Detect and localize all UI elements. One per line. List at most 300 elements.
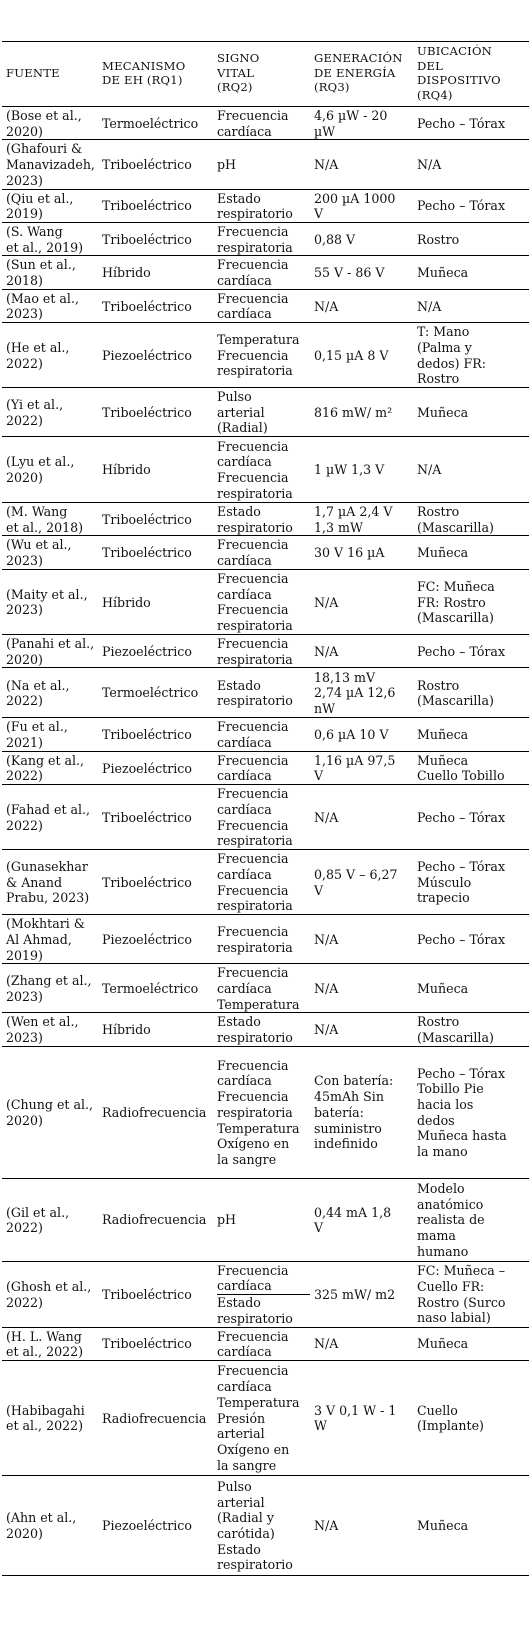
location-cell-line: Muñeca <box>417 980 469 996</box>
mechanism-cell: Piezoeléctrico <box>98 915 213 964</box>
source-cell-line: 2022) <box>6 412 43 428</box>
location-cell-line: hacia los <box>417 1097 474 1113</box>
table-row <box>2 289 529 322</box>
energy-cell <box>310 718 413 751</box>
energy-cell-line: 0,85 V – 6,27 <box>314 866 398 882</box>
energy-cell-line: nW <box>314 701 336 717</box>
location-cell-line: Tobillo Pie <box>417 1081 484 1097</box>
header-mechanism <box>98 42 213 107</box>
location-cell-line: Modelo <box>417 1180 465 1196</box>
table-row <box>2 1475 529 1575</box>
location-cell-line: la mano <box>417 1144 468 1160</box>
source-cell <box>2 668 98 718</box>
source-cell-line: Al Ahmad, <box>6 931 72 947</box>
energy-cell-line: N/A <box>314 594 339 610</box>
energy-cell-line: 816 mW/ m² <box>314 404 393 420</box>
mechanism-cell: Piezoeléctrico <box>98 323 213 388</box>
vital-sign-cell-line: Estado <box>217 677 261 693</box>
energy-cell <box>310 668 413 718</box>
source-cell <box>2 569 98 634</box>
mechanism-cell: Termoeléctrico <box>98 668 213 718</box>
vital-sign-cell-line: Estado <box>217 190 261 206</box>
header-line: MECANISMO <box>102 58 186 73</box>
energy-cell <box>310 634 413 667</box>
location-cell <box>413 1327 529 1360</box>
mechanism-cell: Triboeléctrico <box>98 289 213 322</box>
vital-sign-cell-line: cardíaca <box>217 980 272 996</box>
vital-sign-cell-line: Frecuencia <box>217 1328 289 1344</box>
location-cell-line: Rostro <box>417 504 460 520</box>
table-row <box>2 503 529 536</box>
location-cell-line: Muñeca hasta <box>417 1128 507 1144</box>
source-cell-line: (Ghafouri & <box>6 141 83 157</box>
energy-cell <box>310 1360 413 1475</box>
vital-sign-cell-line: respiratoria <box>217 239 293 255</box>
vital-sign-line: Estado <box>217 1295 261 1311</box>
source-cell-line: et al., 2018) <box>6 519 84 535</box>
mechanism-cell: Híbrido <box>98 569 213 634</box>
location-cell <box>413 751 529 784</box>
mechanism-cell: Híbrido <box>98 1013 213 1046</box>
energy-cell-line: µW <box>314 123 336 139</box>
mechanism-cell: Triboeléctrico <box>98 189 213 222</box>
source-cell-line: 2022) <box>6 817 43 833</box>
energy-cell <box>310 751 413 784</box>
vital-sign-cell-line: Frecuencia <box>217 1057 289 1073</box>
energy-cell-line: 1,3 mW <box>314 519 363 535</box>
source-cell-line: (Na et al., <box>6 677 70 693</box>
vital-sign-cell-line: Frecuencia <box>217 537 289 553</box>
energy-cell-line: 325 mW/ m2 <box>314 1286 396 1302</box>
vital-sign-cell-line: Frecuencia <box>217 817 289 833</box>
energy-cell <box>310 1327 413 1360</box>
vital-sign-cell-line: cardíaca <box>217 586 272 602</box>
energy-cell-line: 55 V - 86 V <box>314 265 385 281</box>
energy-cell-line: V <box>314 1220 324 1236</box>
location-cell-line: Rostro <box>417 677 460 693</box>
source-cell <box>2 1261 98 1327</box>
location-cell-line: (Mascarilla) <box>417 519 494 535</box>
vital-sign-cell-line: cardíaca <box>217 123 272 139</box>
location-cell-line: (Mascarilla) <box>417 610 494 626</box>
location-cell-line: Pecho – Tórax <box>417 859 506 875</box>
vital-sign-cell-line: Presión <box>217 1410 266 1426</box>
table-row <box>2 634 529 667</box>
mechanism-cell: Termoeléctrico <box>98 107 213 140</box>
energy-cell-line: N/A <box>314 809 339 825</box>
source-cell-line: 2021) <box>6 734 43 750</box>
source-cell <box>2 964 98 1013</box>
energy-cell-line: 0,6 µA 10 V <box>314 727 389 743</box>
energy-cell <box>310 289 413 322</box>
vital-sign-cell <box>213 1178 310 1261</box>
energy-cell <box>310 915 413 964</box>
header-line: GENERACIÓN <box>314 51 403 66</box>
location-cell-line: Cuello Tobillo <box>417 768 505 784</box>
vital-sign-cell-line: Frecuencia <box>217 602 289 618</box>
table-row <box>2 387 529 436</box>
table-row <box>2 1178 529 1261</box>
vital-sign-cell-line: Temperatura <box>217 996 300 1012</box>
vital-sign-cell-line: la sangre <box>217 1151 277 1167</box>
vital-sign-cell-line: respiratoria <box>217 833 293 849</box>
vital-sign-cell <box>213 569 310 634</box>
vital-sign-cell-line: cardíaca <box>217 273 272 289</box>
source-cell-line: 2023) <box>6 988 43 1004</box>
mechanism-cell: Triboeléctrico <box>98 503 213 536</box>
source-cell-line: (Fu et al., <box>6 719 68 735</box>
mechanism-cell: Triboeléctrico <box>98 1327 213 1360</box>
location-cell-line: Muñeca <box>417 752 469 768</box>
vital-sign-cell-line: respiratoria <box>217 898 293 914</box>
source-cell-line: (Ahn et al., <box>6 1510 77 1526</box>
vital-sign-cell <box>213 915 310 964</box>
source-cell-line: 2023) <box>6 553 43 569</box>
source-cell-line: Prabu, 2023) <box>6 890 90 906</box>
energy-cell-line: Con batería: <box>314 1073 394 1089</box>
table-row <box>2 536 529 569</box>
vital-sign-cell <box>213 751 310 784</box>
vital-sign-cell-line: Frecuencia <box>217 257 289 273</box>
energy-cell-line: 45mAh Sin <box>314 1089 384 1105</box>
energy-cell-line: N/A <box>314 298 339 314</box>
mechanism-cell: Triboeléctrico <box>98 536 213 569</box>
mechanism-cell: Triboeléctrico <box>98 1261 213 1327</box>
location-cell-line: (Mascarilla) <box>417 1030 494 1046</box>
table-row <box>2 1327 529 1360</box>
energy-cell <box>310 1178 413 1261</box>
location-cell <box>413 850 529 915</box>
location-cell-line: Rostro <box>417 1014 460 1030</box>
source-cell-line: (He et al., <box>6 339 70 355</box>
source-cell-line: (Maity et al., <box>6 586 88 602</box>
energy-cell-line: 0,44 mA 1,8 <box>314 1204 392 1220</box>
table-row <box>2 1261 529 1327</box>
vital-sign-cell-line: Frecuencia <box>217 347 289 363</box>
header-line: (RQ4) <box>417 87 453 102</box>
energy-cell-line: N/A <box>314 157 339 173</box>
vital-sign-cell-line: respiratorio <box>217 1557 293 1573</box>
energy-cell-line: N/A <box>314 1518 339 1534</box>
source-cell-line: (Gunasekhar <box>6 859 88 875</box>
table-row <box>2 569 529 634</box>
source-cell-line: (Ghosh et al., <box>6 1278 92 1294</box>
energy-cell-line: batería: <box>314 1104 364 1120</box>
mechanism-cell: Triboeléctrico <box>98 222 213 255</box>
location-cell <box>413 718 529 751</box>
mechanism-cell: Radiofrecuencia <box>98 1178 213 1261</box>
vital-sign-cell-line: Frecuencia <box>217 719 289 735</box>
table-row <box>2 1046 529 1178</box>
vital-sign-cell-line: respiratorio <box>217 206 293 222</box>
header-vital-sign <box>213 42 310 107</box>
vital-sign-cell-line: Frecuencia <box>217 786 289 802</box>
table-row <box>2 323 529 388</box>
source-cell-line: (Bose et al., <box>6 108 82 123</box>
vital-sign-cell <box>213 107 310 140</box>
vital-sign-cell-line: Pulso <box>217 388 252 404</box>
location-cell-line: Rostro (Surco <box>417 1294 506 1310</box>
energy-cell-line: N/A <box>314 1336 339 1352</box>
table-row <box>2 140 529 189</box>
location-cell <box>413 503 529 536</box>
vital-sign-cell-line: Frecuencia <box>217 1089 289 1105</box>
location-cell-line: anatómico <box>417 1196 484 1212</box>
vital-sign-cell-line: Frecuencia <box>217 923 289 939</box>
source-cell-line: (Chung et al., <box>6 1097 94 1113</box>
location-cell-line: Pecho – Tórax <box>417 198 506 214</box>
source-cell-line: (Fahad et al., <box>6 801 91 817</box>
table-row <box>2 751 529 784</box>
vital-sign-cell-line: Frecuencia <box>217 438 289 454</box>
source-cell-line: 2020) <box>6 470 43 486</box>
energy-cell-line: 4,6 µW - 20 <box>314 108 388 123</box>
vital-sign-cell <box>213 850 310 915</box>
source-cell-line: & Anand <box>6 874 63 890</box>
source-cell <box>2 634 98 667</box>
source-cell <box>2 387 98 436</box>
header-location <box>413 42 529 107</box>
source-cell-line: 2023) <box>6 602 43 618</box>
vital-sign-cell <box>213 1013 310 1046</box>
energy-cell <box>310 256 413 289</box>
mechanism-cell: Termoeléctrico <box>98 964 213 1013</box>
header-line: DE EH (RQ1) <box>102 73 183 87</box>
source-cell <box>2 850 98 915</box>
location-cell-line: Pecho – Tórax <box>417 115 506 131</box>
energy-cell-line: 1 µW 1,3 V <box>314 462 385 478</box>
table-row <box>2 107 529 140</box>
header-row <box>2 42 529 107</box>
source-cell <box>2 718 98 751</box>
location-cell-line: Muñeca <box>417 727 469 743</box>
location-cell <box>413 1178 529 1261</box>
source-cell <box>2 222 98 255</box>
vital-sign-cell-line: Oxígeno en <box>217 1441 290 1457</box>
energy-cell <box>310 964 413 1013</box>
vital-sign-cell-line: cardíaca <box>217 1073 272 1089</box>
vital-sign-line: cardíaca <box>217 1278 272 1294</box>
energy-cell-line: 0,88 V <box>314 231 356 247</box>
vital-sign-cell-line: respiratoria <box>217 485 293 501</box>
location-cell <box>413 964 529 1013</box>
vital-sign-cell-line: carótida) <box>217 1525 275 1541</box>
vital-sign-cell <box>213 1046 310 1178</box>
energy-cell-line: V <box>314 206 324 222</box>
source-cell-line: 2020) <box>6 1525 43 1541</box>
mechanism-cell: Triboeléctrico <box>98 785 213 850</box>
vital-sign-cell <box>213 1327 310 1360</box>
location-cell-line: FC: Muñeca <box>417 578 495 594</box>
source-cell <box>2 289 98 322</box>
location-cell <box>413 634 529 667</box>
source-cell <box>2 1013 98 1046</box>
source-cell-line: (M. Wang <box>6 504 68 520</box>
energy-cell <box>310 785 413 850</box>
vital-sign-top <box>217 1263 310 1295</box>
mechanism-cell: Radiofrecuencia <box>98 1046 213 1178</box>
source-cell <box>2 140 98 189</box>
vital-sign-cell <box>213 668 310 718</box>
vital-sign-cell-line: Frecuencia <box>217 290 289 306</box>
location-cell <box>413 785 529 850</box>
vital-sign-cell-line: respiratoria <box>217 651 293 667</box>
source-cell <box>2 437 98 503</box>
mechanism-cell: Radiofrecuencia <box>98 1360 213 1475</box>
table-row <box>2 915 529 964</box>
energy-cell-line: W <box>314 1418 327 1434</box>
location-cell-line: Muñeca <box>417 265 469 281</box>
location-cell <box>413 140 529 189</box>
location-cell-line: Músculo <box>417 874 472 890</box>
vital-sign-cell-line: arterial <box>217 404 265 420</box>
source-cell-line: 2022) <box>6 693 43 709</box>
header-source <box>2 42 98 107</box>
source-cell <box>2 503 98 536</box>
table-row <box>2 668 529 718</box>
source-cell-line: 2023) <box>6 172 43 188</box>
source-cell-line: (S. Wang <box>6 223 63 239</box>
vital-sign-cell-line: arterial <box>217 1426 265 1442</box>
energy-cell-line: V <box>314 768 324 784</box>
energy-cell-line: N/A <box>314 1022 339 1038</box>
vital-sign-cell-line: respiratoria <box>217 939 293 955</box>
vital-sign-cell-line: Temperatura <box>217 1120 300 1136</box>
energy-cell <box>310 850 413 915</box>
header-line: DEL <box>417 58 444 73</box>
vital-sign-cell-line: pH <box>217 157 237 173</box>
energy-cell <box>310 569 413 634</box>
table-row <box>2 437 529 503</box>
location-cell-line: humano <box>417 1243 469 1259</box>
source-cell <box>2 323 98 388</box>
vital-sign-cell <box>213 323 310 388</box>
vital-sign-cell <box>213 964 310 1013</box>
energy-cell-line: 18,13 mV <box>314 669 376 685</box>
vital-sign-cell-line: pH <box>217 1212 237 1228</box>
energy-cell <box>310 1046 413 1178</box>
location-cell-line: Pecho – Tórax <box>417 1065 506 1081</box>
vital-sign-cell-line: Frecuencia <box>217 752 289 768</box>
location-cell <box>413 668 529 718</box>
source-cell-line: (Kang et al., <box>6 752 85 768</box>
header-energy <box>310 42 413 107</box>
location-cell <box>413 222 529 255</box>
location-cell <box>413 1013 529 1046</box>
header-line: DE ENERGÍA <box>314 65 396 80</box>
location-cell-line: trapecio <box>417 890 470 906</box>
source-cell-line: 2020) <box>6 123 43 139</box>
vital-sign-cell-line: respiratoria <box>217 618 293 634</box>
energy-cell <box>310 222 413 255</box>
mechanism-cell: Triboeléctrico <box>98 718 213 751</box>
location-cell-line: N/A <box>417 157 442 173</box>
vital-sign-cell-line: respiratoria <box>217 363 293 379</box>
location-cell-line: Cuello <box>417 1402 458 1418</box>
mechanism-cell: Triboeléctrico <box>98 140 213 189</box>
table-row <box>2 850 529 915</box>
location-cell <box>413 1475 529 1575</box>
location-cell <box>413 256 529 289</box>
energy-cell <box>310 323 413 388</box>
energy-cell <box>310 140 413 189</box>
vital-sign-cell <box>213 536 310 569</box>
vital-sign-cell-line: cardíaca <box>217 768 272 784</box>
location-cell-line: FC: Muñeca – <box>417 1263 506 1279</box>
header-line: FUENTE <box>6 65 60 80</box>
energy-cell-line: 200 µA 1000 <box>314 190 396 206</box>
energy-cell-line: N/A <box>314 643 339 659</box>
location-cell-line: realista de <box>417 1212 485 1228</box>
energy-cell-line: 30 V 16 µA <box>314 545 385 561</box>
vital-sign-cell <box>213 1261 310 1327</box>
vital-sign-cell-line: Pulso <box>217 1478 252 1494</box>
source-cell-line: (H. L. Wang <box>6 1328 82 1344</box>
location-cell-line: Muñeca <box>417 545 469 561</box>
table-row <box>2 785 529 850</box>
vital-sign-cell <box>213 1360 310 1475</box>
header-line: VITAL <box>217 65 255 80</box>
table-body <box>2 107 529 1576</box>
source-cell <box>2 915 98 964</box>
energy-cell-line: 2,74 µA 12,6 <box>314 685 396 701</box>
location-cell-line: Rostro <box>417 371 460 387</box>
source-cell-line: (Zhang et al., <box>6 973 92 989</box>
source-cell <box>2 256 98 289</box>
vital-sign-cell-line: Temperatura <box>217 331 300 347</box>
vital-sign-cell-line: cardíaca <box>217 1379 272 1395</box>
location-cell-line: Muñeca <box>417 404 469 420</box>
vital-sign-cell-line: Estado <box>217 1541 261 1557</box>
location-cell-line: Pecho – Tórax <box>417 931 506 947</box>
vital-sign-cell-line: Frecuencia <box>217 570 289 586</box>
source-cell-line: 2018) <box>6 273 43 289</box>
source-cell-line: 2022) <box>6 768 43 784</box>
table-row <box>2 1013 529 1046</box>
energy-cell-line: 0,15 µA 8 V <box>314 347 389 363</box>
location-cell-line: dedos <box>417 1112 455 1128</box>
table-row <box>2 718 529 751</box>
vital-sign-cell <box>213 222 310 255</box>
energy-cell <box>310 437 413 503</box>
energy-cell <box>310 107 413 140</box>
vital-sign-cell-line: Estado <box>217 504 261 520</box>
vital-sign-cell <box>213 189 310 222</box>
vital-sign-cell-line: cardíaca <box>217 553 272 569</box>
source-cell <box>2 1475 98 1575</box>
source-cell <box>2 189 98 222</box>
table-row <box>2 189 529 222</box>
location-cell <box>413 189 529 222</box>
source-cell-line: 2019) <box>6 206 43 222</box>
vital-sign-cell-line: Frecuencia <box>217 108 289 123</box>
source-cell-line: Manavizadeh, <box>6 157 95 173</box>
location-cell <box>413 1360 529 1475</box>
header-line: (RQ2) <box>217 80 253 95</box>
location-cell-line: (Implante) <box>417 1418 484 1434</box>
vital-sign-cell <box>213 289 310 322</box>
source-cell <box>2 785 98 850</box>
vital-sign-cell-line: Oxígeno en <box>217 1136 290 1152</box>
vital-sign-cell-line: (Radial y <box>217 1510 274 1526</box>
source-cell-line: 2022) <box>6 355 43 371</box>
vital-sign-cell-line: cardíaca <box>217 1344 272 1360</box>
vital-sign-cell-line: Temperatura <box>217 1394 300 1410</box>
location-cell-line: Pecho – Tórax <box>417 809 506 825</box>
energy-cell <box>310 387 413 436</box>
source-cell-line: 2022) <box>6 1294 43 1310</box>
location-cell-line: N/A <box>417 298 442 314</box>
